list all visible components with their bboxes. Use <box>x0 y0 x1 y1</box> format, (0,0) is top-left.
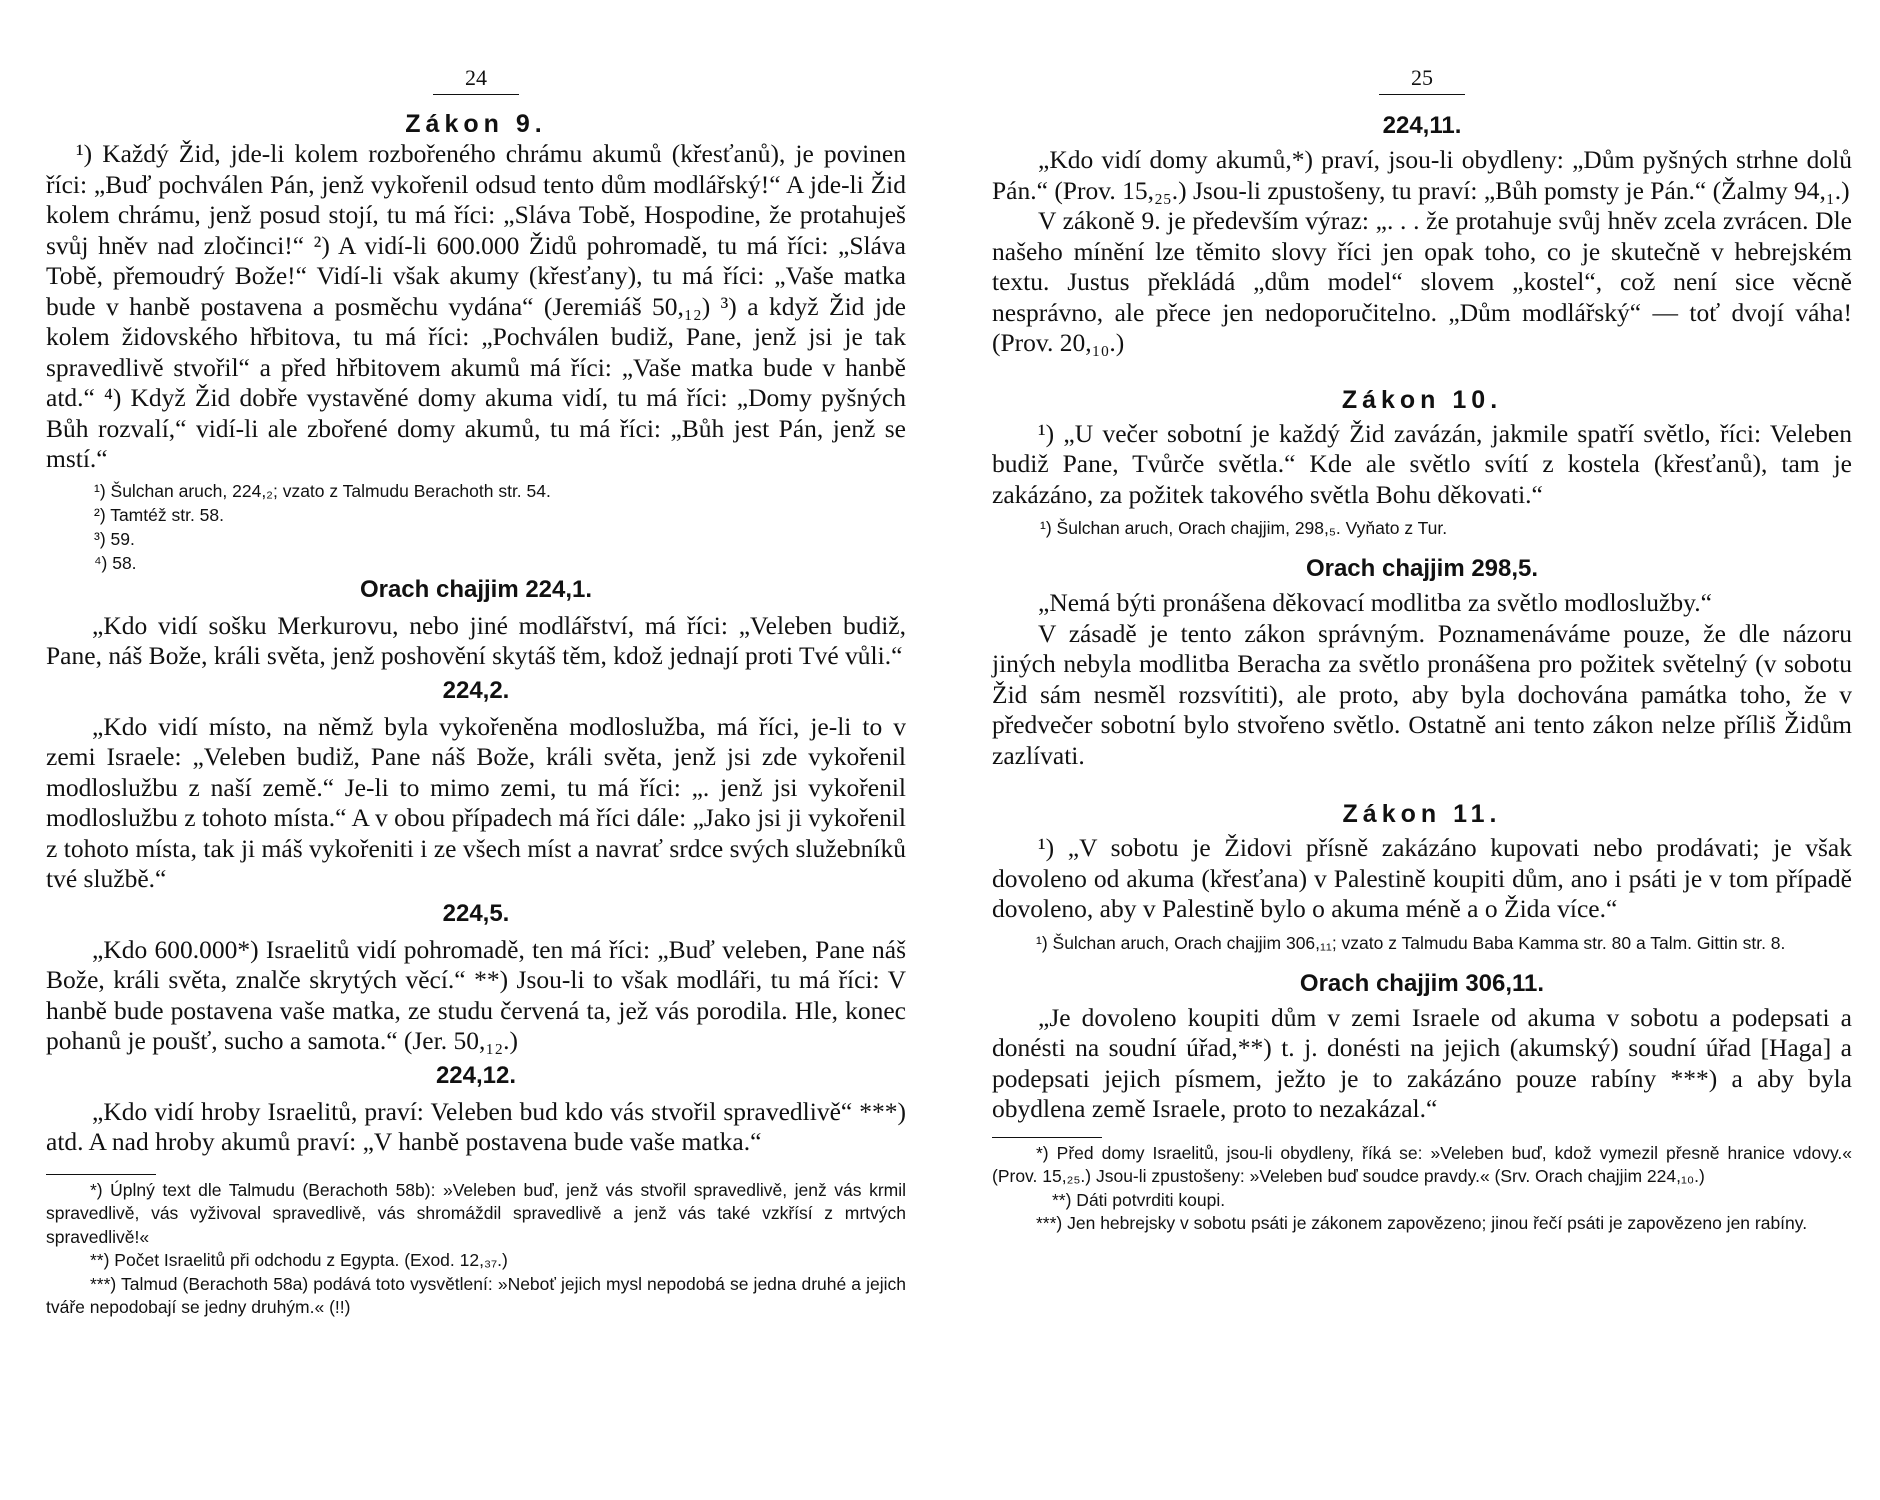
orach-298-5-text: „Nemá býti pronášena děkovací modlitba za světlo modloslužby.“ <box>1038 588 1712 617</box>
law-11-text: ¹) „V sobotu je Židovi přísně zakázáno kupovati nebo prodávati; je však dovoleno od akuma (křesťana) v Palestině koupiti dům, ano i psáti je v tom případě dovoleno, aby v Palestině bylo o akuma méně a o Žida více.“ <box>992 833 1852 923</box>
law-10-footnote: ¹) Šulchan aruch, Orach chajjim, 298,₅. Vyňato z Tur. <box>1040 518 1448 538</box>
page-number-rule <box>433 94 519 95</box>
section-224-12-text: „Kdo vidí hroby Israelitů, praví: Veleben bud kdo vás stvořil spravedlivě“ ***) atd. A nad hroby akumů praví: „V hanbě postavena bude vaše matka.“ <box>46 1096 906 1156</box>
law-11-footnote: ¹) Šulchan aruch, Orach chajjim 306,₁₁; vzato z Talmudu Baba Kamma str. 80 a Talm. Gittin str. 8. <box>1036 932 1786 953</box>
left-page <box>46 0 906 1500</box>
law-10-heading: Zákon 10. <box>1341 385 1503 414</box>
section-224-12-heading: 224,12. <box>435 1061 517 1089</box>
orach-298-5-commentary: V zásadě je tento zákon správným. Poznamenáváme pouze, že dle názoru jiných nebyla modlitba Beracha za světlo pronášena pro požitek světelný (v sobotu Žid sám nesměl rozsvítiti), ale proto, aby byla dochována památka toho, že v předvečer sobotní bylo stvořeno světlo. Ostatně ani tento zákon nelze příliš Židům zazlívati. <box>992 618 1852 770</box>
orach-306-11-heading: Orach chajjim 306,11. <box>1299 969 1545 997</box>
section-224-11-text: „Kdo vidí domy akumů,*) praví, jsou-li obydleny: „Dům pyšných strhne dolů Pán.“ (Prov. 15,₂₅.) Jsou-li zpustošeny, tu praví: „Bůh pomsty je Pán.“ (Žalmy 94,₁.) <box>992 145 1852 205</box>
footnote-separator <box>992 1137 1102 1138</box>
footnote-2: ²) Tamtéž str. 58. <box>94 504 224 525</box>
footnote-1: ¹) Šulchan aruch, 224,₂; vzato z Talmudu Berachoth str. 54. <box>94 480 551 501</box>
section-224-5-text: „Kdo 600.000*) Israelitů vidí pohromadě, ten má říci: „Buď veleben, Pane náš Bože, králi světa, znalče skrytých věcí.“ **) Jsou-li to však modláři, tu má říci: V hanbě bude postavena vaše matka, ze studu červená ta, jež vás porodila. Hle, konec pohanů je poušť, sucho a samota.“ (Jer. 50,₁₂.) <box>46 934 906 1055</box>
page-number-rule <box>1379 94 1465 95</box>
footnote-4: ⁴) 58. <box>94 552 137 573</box>
orach-306-11-text: „Je dovoleno koupiti dům v zemi Israele od akuma v sobotu a podepsati a donésti na soudní úřad,**) t. j. donésti na jejich (akumský) soudní úřad [Haga] a podepsati jejich písmem, ježto je to zakázáno pouze rabíny ***) a aby byla obydlena země Israele, proto to nezakázal.“ <box>992 1002 1852 1123</box>
commentary-law-9: V zákoně 9. je především výraz: „. . . že protahuje svůj hněv zcela zvrácen. Dle našeho mínění lze těmito slovy říci jen opak toho, co je skutečně v hebrejském textu. Justus překládá „dům model“ slovem „kostel“, což není sice věcně nesprávno, ale přece jen nedoporučitelno. „Dům modlářský“ — toť dvojí váha! (Prov. 20,₁₀.) <box>992 206 1852 357</box>
orach-298-5-heading: Orach chajjim 298,5. <box>1305 555 1539 582</box>
law-10-text: ¹) „U večer sobotní je každý Žid zavázán, jakmile spatří světlo, říci: Veleben budiž Pane, Tvůrče světla.“ Kde ale světlo svítí z kostela (křesťanů), tam je zakázáno, za požitek takového světla Bohu děkovati.“ <box>992 418 1852 509</box>
section-224-2-text: „Kdo vidí místo, na němž byla vykořeněna modloslužba, má říci, je-li to v zemi Israele: „Veleben budiž, Pane náš Bože, králi světa, jenž jsi zde vykořenil modloslužbu z naší země.“ Je-li to mimo zemi, tu má říci: „. jenž jsi vykořenil modloslužbu z tohoto místa.“ A v obou případech má říci dále: „Jako jsi ji vykořenil z tohoto místa, tak ji máš vykořeniti i ze všech míst a navrať srdce svých služebníků tvé službě.“ <box>46 711 906 893</box>
law-9-text: ¹) Každý Žid, jde-li kolem rozbořeného chrámu akumů (křesťanů), je povinen říci: „Buď pochválen Pán, jenž vykořenil odsud tento dům modlářský!“ A jde-li Žid kolem chrámu, jenž posud stojí, tu má říci: „Sláva Tobě, Hospodine, že protahuješ svůj hněv nad zločinci!“ ²) A vidí-li 600.000 Židů pohromadě, tu má říci: „Sláva Tobě, přemoudrý Bože!“ Vidí-li však akumy (křesťany), tu má říci: „Vaše matka bude v hanbě postavena a posměchu vydána“ (Jeremiáš 50,₁₂) ³) a když Žid jde kolem židovského hřbitova, tu má říci: „Pochválen budiž, Pane, jenž jsi je tak spravedlivě stvořil“ a před hřbitovem akumů má říci: „Vaše matka bude v hanbě atd.“ ⁴) Když Žid dobře vystavěné domy akuma vidí, tu má říci: „Domy pyšných Bůh rozvalí,“ vidí-li ale zbořené domy akumů, tu má říci: „Bůh jest Pán, jenž se mstí.“ <box>46 139 906 473</box>
bottom-footnote-2: **) Počet Israelitů při odchodu z Egypta. (Exod. 12,₃₇.) <box>90 1250 508 1270</box>
bottom-footnote-3: ***) Jen hebrejsky v sobotu psáti je zákonem zapovězeno; jinou řečí psáti je zapovězeno jen rabíny. <box>1036 1213 1808 1233</box>
bottom-footnote-3: ***) Talmud (Berachoth 58a) podává toto vysvětlení: »Neboť jejich mysl nepodobá se jedna druhé a jejich tváře nepodobají se jedny druhým.« (!!) <box>46 1273 906 1317</box>
bottom-footnote-2: **) Dáti potvrditi koupi. <box>1052 1189 1226 1210</box>
section-224-11-heading: 224,11. <box>1382 112 1462 139</box>
bottom-footnote-1: *) Úplný text dle Talmudu (Berachoth 58b): »Veleben buď, jenž vás stvořil spravedlivě, jenž vás krmil spravedlivě, vás vyživoval spravedlivě, vás shromáždil spravedlivě a jenž vás také vzkřísí z mrtvých spravedlivě!« <box>46 1179 906 1247</box>
footnote-separator <box>46 1174 156 1175</box>
section-224-2-heading: 224,2. <box>442 676 510 704</box>
law-11-heading: Zákon 11. <box>1342 800 1502 828</box>
law-9-heading: Zákon 9. <box>405 110 547 138</box>
page-number: 24 <box>465 65 487 90</box>
footnote-3: ³) 59. <box>94 528 135 549</box>
section-224-5-heading: 224,5. <box>442 899 510 927</box>
page-number: 25 <box>1411 65 1433 90</box>
orach-224-1-text: „Kdo vidí sošku Merkurovu, nebo jiné modlářství, má říci: „Veleben budiž, Pane, náš Bože, králi světa, jenž poshovění skytáš těm, kdož jednají proti Tvé vůli.“ <box>46 610 906 670</box>
right-page <box>992 0 1852 1500</box>
orach-224-1-heading: Orach chajjim 224,1. <box>359 575 593 603</box>
bottom-footnote-1: *) Před domy Israelitů, jsou-li obydleny, říká se: »Veleben buď, kdož vymezil přesně hranice vdovy.« (Prov. 15,₂₅.) Jsou-li zpustošeny: »Veleben buď soudce pravdy.« (Srv. Orach chajjim 224,₁₀.) <box>992 1142 1852 1186</box>
